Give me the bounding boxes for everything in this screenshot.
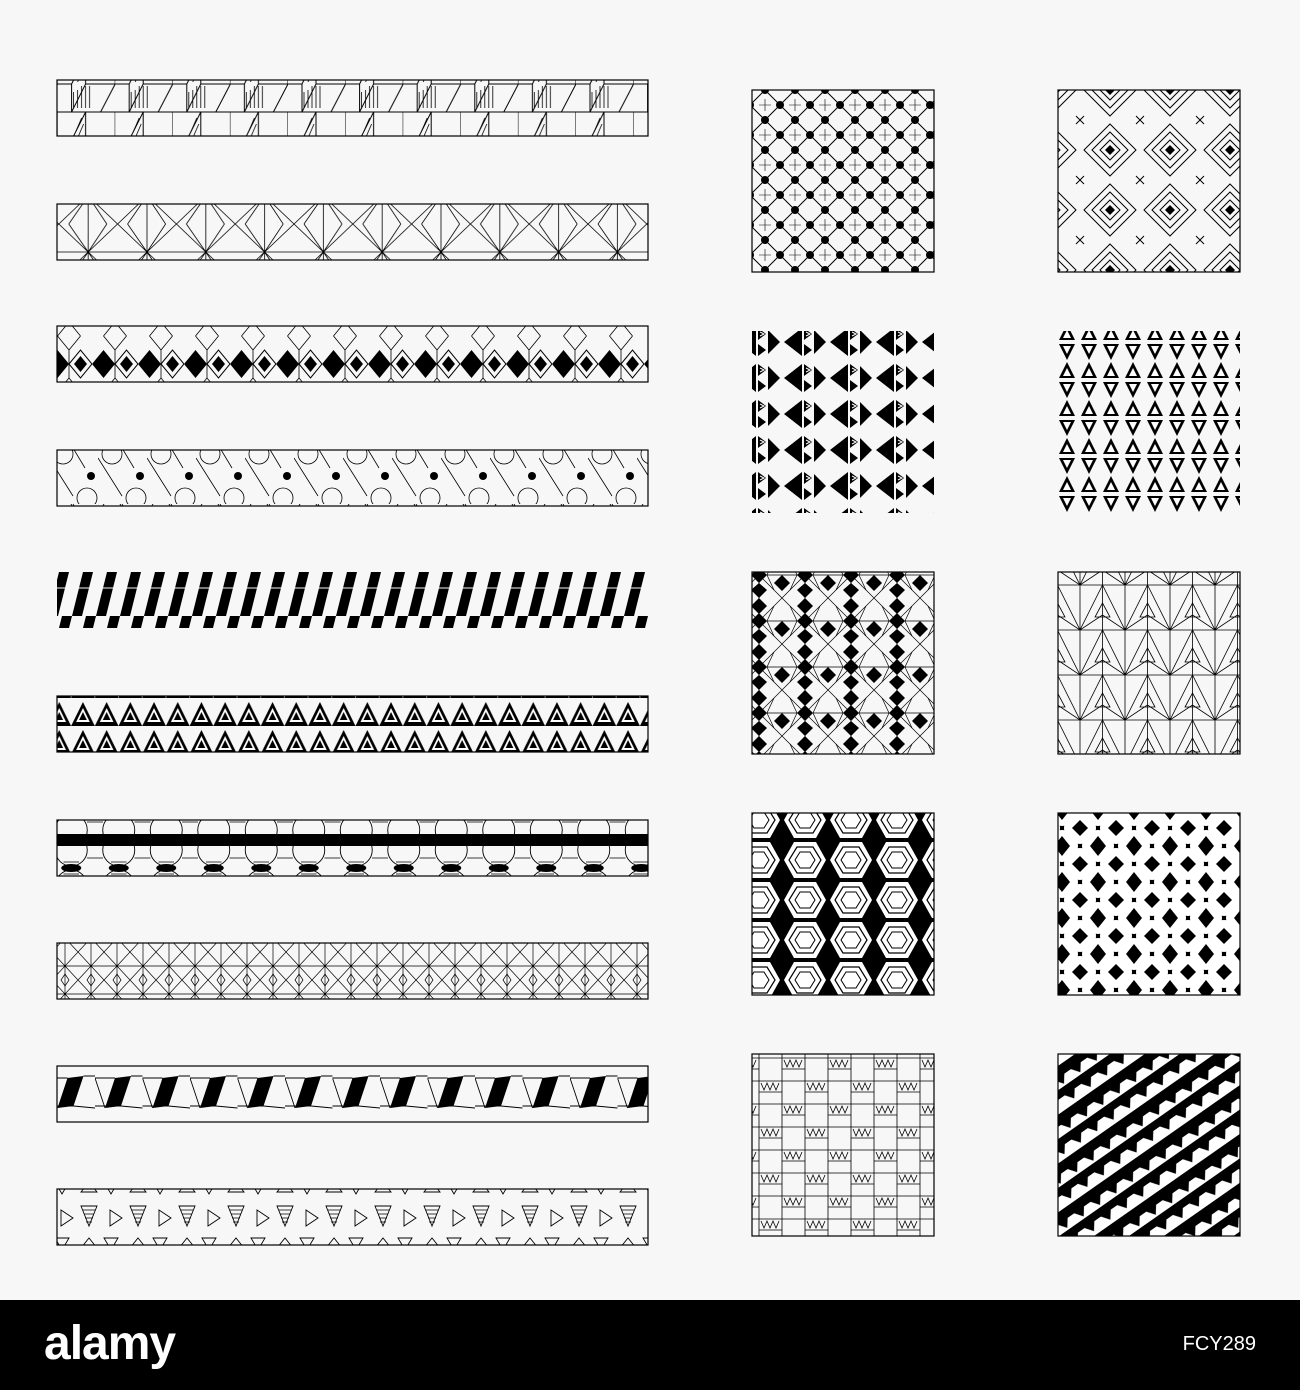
swatch-dot-grid (752, 90, 934, 272)
swatch-diagonal-weave (1058, 1054, 1240, 1236)
swatch-zigzag-blocks (752, 1054, 934, 1236)
border-nested-triangles (57, 696, 648, 752)
swatch-star-lattice (752, 572, 934, 754)
border-hourglass-circles (57, 820, 648, 876)
border-hexagon-rhombus (57, 1066, 648, 1122)
swatch-triangle-columns (1058, 331, 1240, 513)
border-scattered-triangles (57, 1189, 648, 1245)
border-cubes-3d (57, 80, 648, 136)
border-diamond-chain (57, 326, 648, 382)
image-id: FCY289 (1182, 1333, 1256, 1355)
swatch-grid (752, 90, 1240, 1236)
swatch-arrow-triangles (752, 331, 934, 513)
brand-logo: alamy (44, 1317, 176, 1370)
border-circles-dots (57, 450, 648, 506)
swatch-quatrefoil (1058, 813, 1240, 995)
watermark-footer (0, 1300, 1300, 1390)
swatch-nested-diamonds (1058, 90, 1240, 272)
swatch-hexagons (752, 813, 934, 995)
border-diagonal-stripes (57, 572, 648, 628)
border-list (57, 80, 648, 1245)
border-triangle-fans (57, 204, 648, 260)
border-diamond-lattice (57, 943, 648, 999)
swatch-pyramids (1058, 572, 1240, 754)
